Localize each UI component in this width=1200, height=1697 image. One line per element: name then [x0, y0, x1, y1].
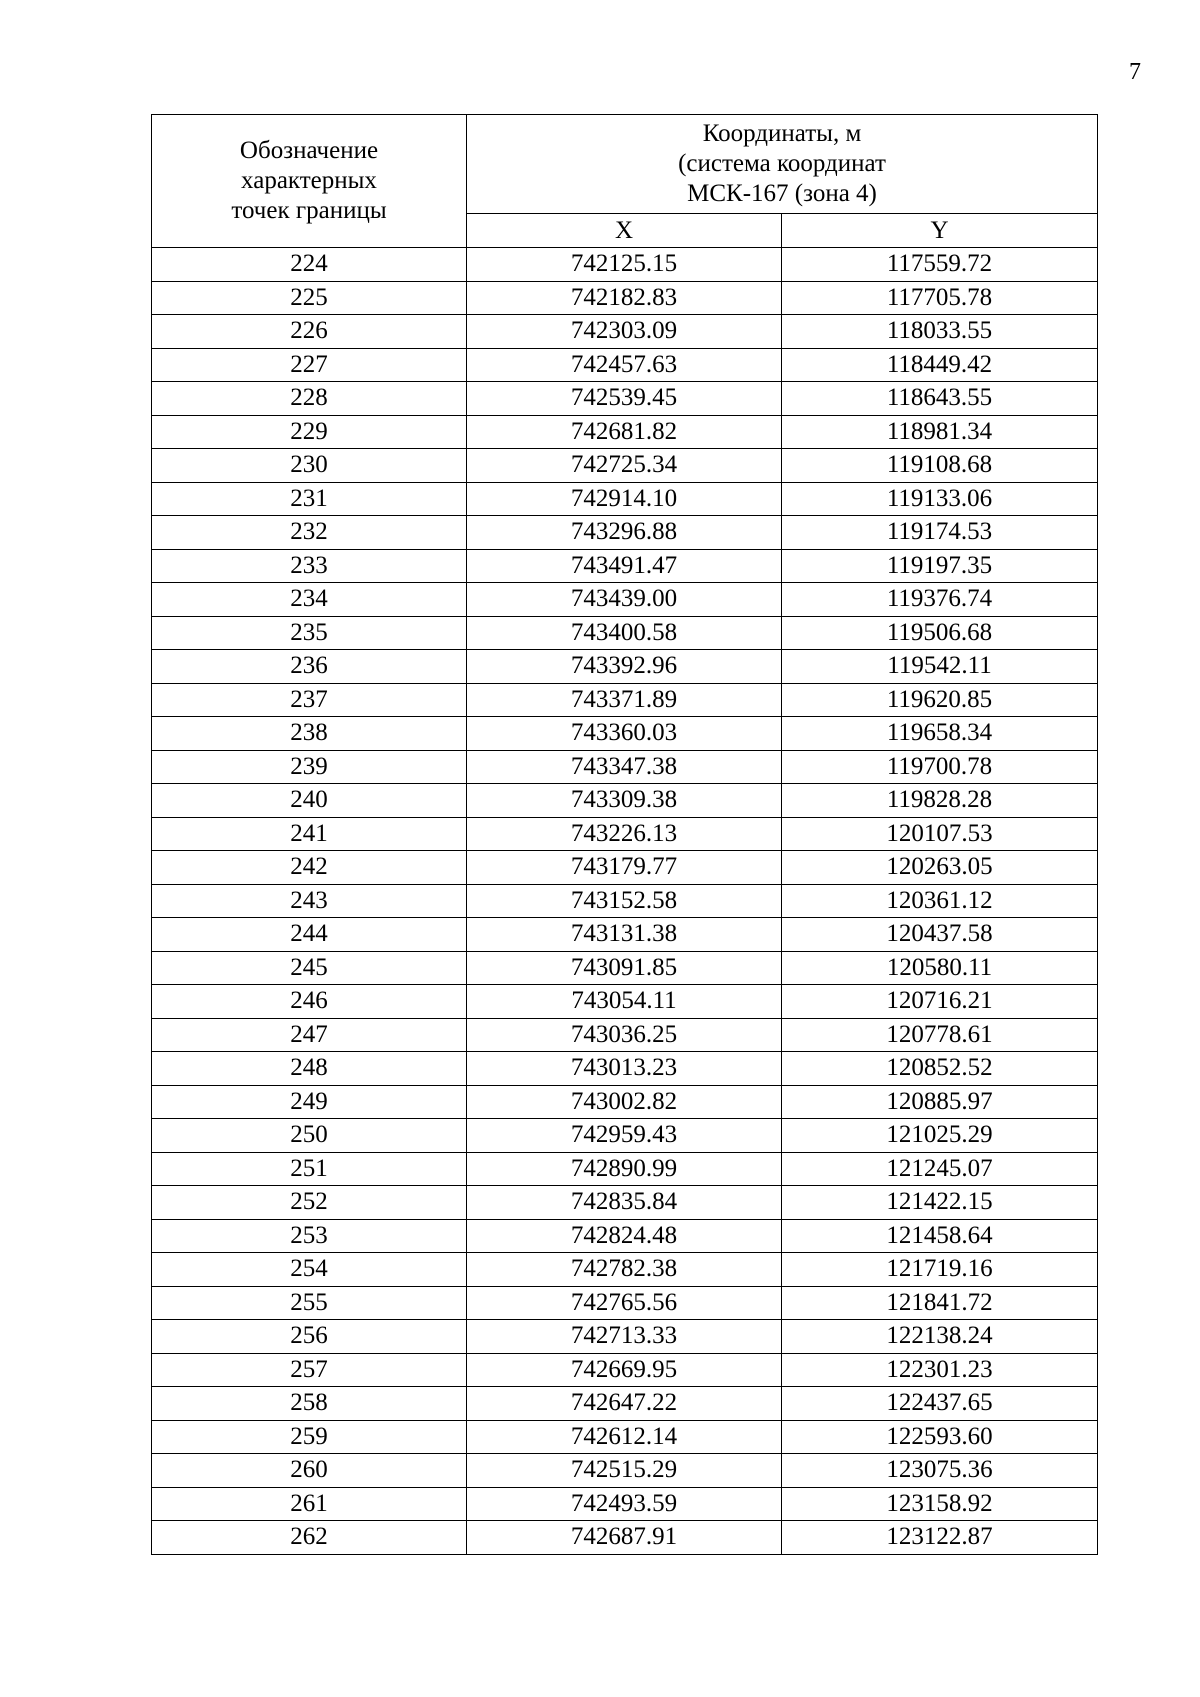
table-row: [152, 583, 1098, 617]
x-coordinate-cell: 742493.59: [467, 1487, 782, 1521]
x-coordinate-cell: 742914.10: [467, 482, 782, 516]
table-row: [152, 951, 1098, 985]
table-row: [152, 1085, 1098, 1119]
y-coordinate-cell: 120580.11: [782, 951, 1098, 985]
table-row: [152, 985, 1098, 1019]
point-header-line: Обозначение: [239, 137, 379, 164]
point-id-cell: 240: [152, 784, 467, 818]
x-coordinate-cell: 742890.99: [467, 1152, 782, 1186]
x-coordinate-cell: 743491.47: [467, 549, 782, 583]
coordinates-table: [151, 114, 1098, 1555]
y-coordinate-cell: 121025.29: [782, 1119, 1098, 1153]
x-coordinate-cell: 742765.56: [467, 1286, 782, 1320]
x-column-header: X: [467, 214, 782, 248]
point-id-cell: 238: [152, 717, 467, 751]
x-coordinate-cell: 742647.22: [467, 1387, 782, 1421]
point-id-cell: 231: [152, 482, 467, 516]
table-row: [152, 683, 1098, 717]
x-coordinate-cell: 742782.38: [467, 1253, 782, 1287]
point-id-cell: 229: [152, 415, 467, 449]
x-coordinate-cell: 742515.29: [467, 1454, 782, 1488]
table-row: [152, 449, 1098, 483]
y-coordinate-cell: 120778.61: [782, 1018, 1098, 1052]
point-id-cell: 228: [152, 382, 467, 416]
table-row: [152, 382, 1098, 416]
y-coordinate-cell: 120263.05: [782, 851, 1098, 885]
point-id-cell: 248: [152, 1052, 467, 1086]
page-number: 7: [1129, 59, 1141, 85]
coords-header-line: Координаты, м: [702, 120, 862, 147]
table-header-row: [152, 115, 1098, 214]
y-coordinate-cell: 123075.36: [782, 1454, 1098, 1488]
coords-header-line: МСК-167 (зона 4): [687, 180, 877, 207]
coords-header-line: (система координат: [678, 150, 886, 177]
y-coordinate-cell: 119658.34: [782, 717, 1098, 751]
y-coordinate-cell: 117705.78: [782, 281, 1098, 315]
y-coordinate-cell: 118449.42: [782, 348, 1098, 382]
table-row: [152, 415, 1098, 449]
table-row: [152, 1052, 1098, 1086]
x-coordinate-cell: 743013.23: [467, 1052, 782, 1086]
point-id-cell: 251: [152, 1152, 467, 1186]
table-row: [152, 750, 1098, 784]
x-coordinate-cell: 743392.96: [467, 650, 782, 684]
point-id-cell: 245: [152, 951, 467, 985]
point-id-cell: 247: [152, 1018, 467, 1052]
point-id-cell: 225: [152, 281, 467, 315]
y-coordinate-cell: 119174.53: [782, 516, 1098, 550]
table-row: [152, 884, 1098, 918]
x-coordinate-cell: 742457.63: [467, 348, 782, 382]
table-row: [152, 549, 1098, 583]
table-row: [152, 1219, 1098, 1253]
y-coordinate-cell: 119197.35: [782, 549, 1098, 583]
table-row: [152, 1521, 1098, 1555]
x-coordinate-cell: 743296.88: [467, 516, 782, 550]
point-id-cell: 261: [152, 1487, 467, 1521]
y-coordinate-cell: 120716.21: [782, 985, 1098, 1019]
y-coordinate-cell: 119506.68: [782, 616, 1098, 650]
y-coordinate-cell: 120107.53: [782, 817, 1098, 851]
point-id-cell: 235: [152, 616, 467, 650]
table-row: [152, 1487, 1098, 1521]
y-coordinate-cell: 123122.87: [782, 1521, 1098, 1555]
y-column-header: Y: [782, 214, 1098, 248]
table-row: [152, 1387, 1098, 1421]
x-coordinate-cell: 743439.00: [467, 583, 782, 617]
point-id-cell: 224: [152, 248, 467, 282]
x-coordinate-cell: 742182.83: [467, 281, 782, 315]
point-id-cell: 256: [152, 1320, 467, 1354]
point-id-cell: 227: [152, 348, 467, 382]
y-coordinate-cell: 119376.74: [782, 583, 1098, 617]
y-coordinate-cell: 121245.07: [782, 1152, 1098, 1186]
table-row: [152, 1186, 1098, 1220]
point-id-cell: 260: [152, 1454, 467, 1488]
y-coordinate-cell: 121422.15: [782, 1186, 1098, 1220]
y-coordinate-cell: 117559.72: [782, 248, 1098, 282]
x-coordinate-cell: 743371.89: [467, 683, 782, 717]
table-row: [152, 516, 1098, 550]
x-coordinate-cell: 743091.85: [467, 951, 782, 985]
point-id-cell: 257: [152, 1353, 467, 1387]
table-row: [152, 1320, 1098, 1354]
x-coordinate-cell: 743152.58: [467, 884, 782, 918]
point-id-cell: 258: [152, 1387, 467, 1421]
table-row: [152, 1152, 1098, 1186]
table-row: [152, 248, 1098, 282]
y-coordinate-cell: 122593.60: [782, 1420, 1098, 1454]
point-id-cell: 252: [152, 1186, 467, 1220]
y-coordinate-cell: 122301.23: [782, 1353, 1098, 1387]
x-coordinate-cell: 743347.38: [467, 750, 782, 784]
x-coordinate-cell: 742959.43: [467, 1119, 782, 1153]
x-coordinate-cell: 743226.13: [467, 817, 782, 851]
y-coordinate-cell: 119620.85: [782, 683, 1098, 717]
point-header-line: точек границы: [231, 197, 387, 224]
y-coordinate-cell: 123158.92: [782, 1487, 1098, 1521]
point-id-cell: 244: [152, 918, 467, 952]
y-coordinate-cell: 118981.34: [782, 415, 1098, 449]
x-coordinate-cell: 742713.33: [467, 1320, 782, 1354]
table-row: [152, 918, 1098, 952]
x-coordinate-cell: 742539.45: [467, 382, 782, 416]
point-id-cell: 241: [152, 817, 467, 851]
table-row: [152, 616, 1098, 650]
coordinates-header: [467, 115, 1098, 214]
point-id-cell: 250: [152, 1119, 467, 1153]
y-coordinate-cell: 121841.72: [782, 1286, 1098, 1320]
table-row: [152, 784, 1098, 818]
x-coordinate-cell: 742303.09: [467, 315, 782, 349]
y-coordinate-cell: 118033.55: [782, 315, 1098, 349]
y-coordinate-cell: 120361.12: [782, 884, 1098, 918]
y-coordinate-cell: 119108.68: [782, 449, 1098, 483]
x-coordinate-cell: 743309.38: [467, 784, 782, 818]
table-row: [152, 650, 1098, 684]
table-row: [152, 1454, 1098, 1488]
table-row: [152, 348, 1098, 382]
point-id-cell: 226: [152, 315, 467, 349]
x-coordinate-cell: 742612.14: [467, 1420, 782, 1454]
point-id-cell: 230: [152, 449, 467, 483]
y-coordinate-cell: 118643.55: [782, 382, 1098, 416]
table-body: [152, 248, 1098, 1555]
point-id-cell: 254: [152, 1253, 467, 1287]
x-coordinate-cell: 743002.82: [467, 1085, 782, 1119]
table-row: [152, 281, 1098, 315]
x-coordinate-cell: 742687.91: [467, 1521, 782, 1555]
table-row: [152, 482, 1098, 516]
y-coordinate-cell: 119133.06: [782, 482, 1098, 516]
x-coordinate-cell: 742669.95: [467, 1353, 782, 1387]
point-header-line: характерных: [241, 167, 377, 194]
point-id-cell: 249: [152, 1085, 467, 1119]
point-designation-header: [152, 115, 467, 248]
point-id-cell: 237: [152, 683, 467, 717]
point-id-cell: 253: [152, 1219, 467, 1253]
y-coordinate-cell: 120437.58: [782, 918, 1098, 952]
x-coordinate-cell: 743054.11: [467, 985, 782, 1019]
x-coordinate-cell: 743179.77: [467, 851, 782, 885]
y-coordinate-cell: 120885.97: [782, 1085, 1098, 1119]
table-row: [152, 1353, 1098, 1387]
point-id-cell: 233: [152, 549, 467, 583]
table-row: [152, 1253, 1098, 1287]
y-coordinate-cell: 120852.52: [782, 1052, 1098, 1086]
point-id-cell: 246: [152, 985, 467, 1019]
table-row: [152, 851, 1098, 885]
x-coordinate-cell: 742125.15: [467, 248, 782, 282]
y-coordinate-cell: 119542.11: [782, 650, 1098, 684]
x-coordinate-cell: 743036.25: [467, 1018, 782, 1052]
point-id-cell: 255: [152, 1286, 467, 1320]
table-row: [152, 315, 1098, 349]
y-coordinate-cell: 119828.28: [782, 784, 1098, 818]
x-coordinate-cell: 743400.58: [467, 616, 782, 650]
point-id-cell: 259: [152, 1420, 467, 1454]
table-row: [152, 1286, 1098, 1320]
y-coordinate-cell: 121458.64: [782, 1219, 1098, 1253]
table-row: [152, 1018, 1098, 1052]
y-coordinate-cell: 119700.78: [782, 750, 1098, 784]
x-coordinate-cell: 742681.82: [467, 415, 782, 449]
x-coordinate-cell: 742835.84: [467, 1186, 782, 1220]
point-id-cell: 234: [152, 583, 467, 617]
point-id-cell: 232: [152, 516, 467, 550]
table-row: [152, 817, 1098, 851]
y-coordinate-cell: 122138.24: [782, 1320, 1098, 1354]
point-id-cell: 243: [152, 884, 467, 918]
point-id-cell: 242: [152, 851, 467, 885]
table-row: [152, 717, 1098, 751]
point-id-cell: 236: [152, 650, 467, 684]
x-coordinate-cell: 742725.34: [467, 449, 782, 483]
x-coordinate-cell: 742824.48: [467, 1219, 782, 1253]
point-id-cell: 262: [152, 1521, 467, 1555]
point-id-cell: 239: [152, 750, 467, 784]
table-row: [152, 1119, 1098, 1153]
table-row: [152, 1420, 1098, 1454]
x-coordinate-cell: 743360.03: [467, 717, 782, 751]
y-coordinate-cell: 121719.16: [782, 1253, 1098, 1287]
x-coordinate-cell: 743131.38: [467, 918, 782, 952]
y-coordinate-cell: 122437.65: [782, 1387, 1098, 1421]
